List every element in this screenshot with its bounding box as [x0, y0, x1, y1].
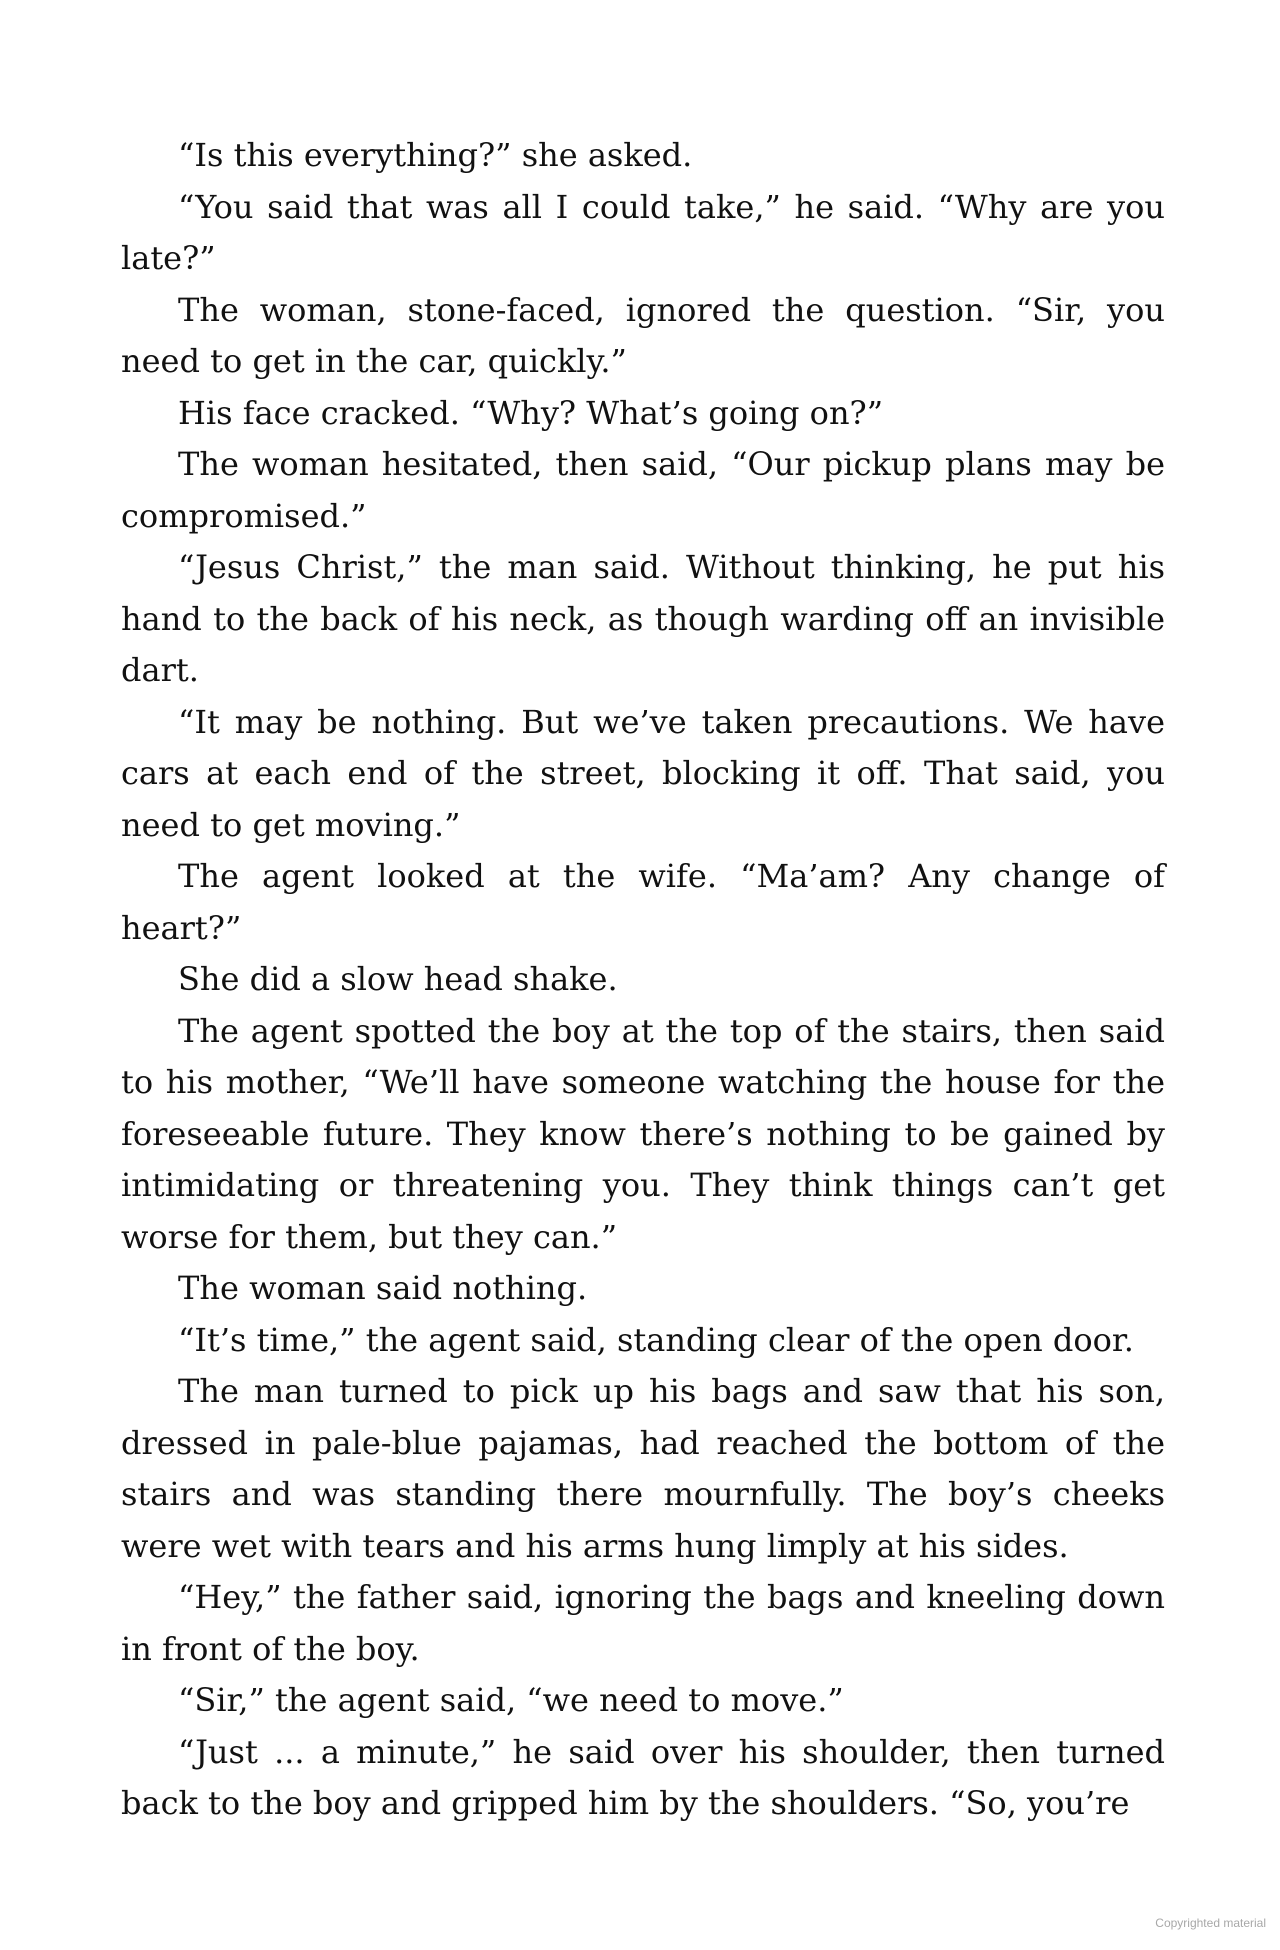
copyright-notice: Copyrighted material [1155, 1916, 1266, 1930]
paragraph: “Just ... a minute,” he said over his shoulder, then turned back to the boy and gripped him by the shoulders. “So, you’re [121, 1732, 1165, 1822]
paragraph: “It may be nothing. But we’ve taken precautions. We have cars at each end of the street, blocking it off. That said, you need to get moving.” [121, 702, 1165, 844]
paragraph: His face cracked. “Why? What’s going on?” [178, 393, 884, 432]
paragraph: The man turned to pick up his bags and saw that his son, dressed in pale-blue pajamas, had reached the bottom of the stairs and was standing there mournfully. The boy’s cheeks were wet with tears and his arms hung limply at his sides. [121, 1372, 1165, 1565]
paragraph: The woman hesitated, then said, “Our pickup plans may be compromised.” [121, 445, 1165, 535]
paragraph: “Is this everything?” she asked. [178, 136, 693, 174]
paragraph: She did a slow head shake. [178, 960, 618, 998]
book-page-body [121, 130, 1165, 1830]
paragraph: The woman said nothing. [178, 1269, 588, 1307]
paragraph: “Jesus Christ,” the man said. Without thinking, he put his hand to the back of his neck, as though warding off an invisible dart. [121, 548, 1165, 689]
paragraph: “Hey,” the father said, ignoring the bags and kneeling down in front of the boy. [121, 1578, 1165, 1668]
paragraph: “It’s time,” the agent said, standing clear of the open door. [178, 1320, 1134, 1359]
paragraph: “You said that was all I could take,” he said. “Why are you late?” [121, 187, 1165, 277]
paragraph: The agent looked at the wife. “Ma’am? Any change of heart?” [121, 857, 1165, 947]
paragraph: “Sir,” the agent said, “we need to move.” [178, 1681, 844, 1719]
paragraph: The woman, stone-faced, ignored the question. “Sir, you need to get in the car, quickly.” [121, 290, 1165, 380]
paragraph: The agent spotted the boy at the top of the stairs, then said to his mother, “We’ll have someone watching the house for the foreseeable future. They know there’s nothing to be gained by intimidating or threatening you. They think things can’t get worse for them, but they can.” [121, 1011, 1165, 1256]
